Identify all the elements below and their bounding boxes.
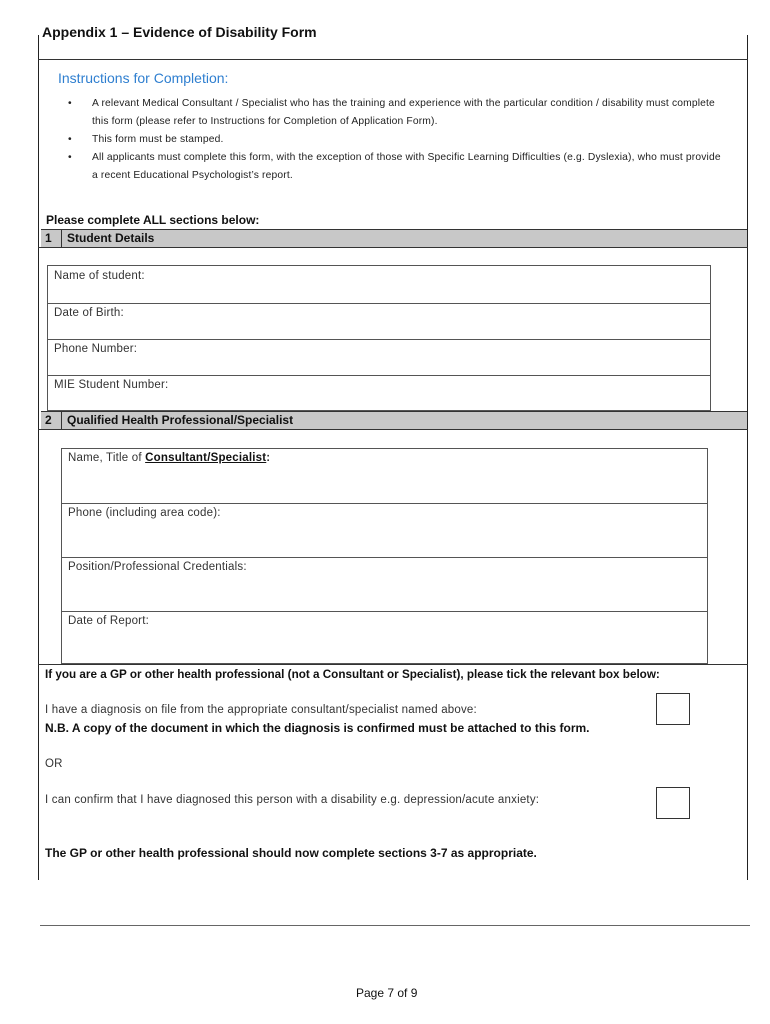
phone-number-field[interactable]: [48, 339, 710, 375]
student-name-field[interactable]: [48, 266, 710, 303]
header-rule: [38, 59, 748, 60]
field-label: Date of Report:: [68, 615, 149, 627]
section-divider: [61, 230, 62, 247]
date-of-report-field[interactable]: [62, 611, 707, 664]
section-2-header: [41, 411, 747, 430]
section-number: 1: [45, 231, 52, 245]
bullet-icon: •: [68, 152, 72, 163]
field-label: Phone (including area code):: [68, 507, 221, 519]
or-separator: OR: [45, 758, 63, 770]
section-1-header: [41, 229, 747, 248]
gp-section-rule: [38, 664, 748, 665]
complete-all-instruction: Please complete ALL sections below:: [46, 213, 260, 227]
instruction-item: • This form must be stamped.: [68, 131, 728, 149]
field-label: Phone Number:: [54, 343, 138, 355]
field-label: MIE Student Number:: [54, 379, 169, 391]
footer-rule: [40, 925, 750, 926]
frame-left-line-lower: [38, 60, 39, 880]
bullet-icon: •: [68, 134, 72, 145]
instruction-item: • All applicants must complete this form, with the exception of those with Specific Learning Difficulties (e.g. Dyslexia), who must provide a recent Educational Psychologist’s report.: [68, 149, 728, 185]
section-1-rule: [38, 247, 748, 248]
section-title: Qualified Health Professional/Specialist: [67, 413, 294, 427]
field-label: Date of Birth:: [54, 307, 124, 319]
bullet-icon: •: [68, 98, 72, 109]
page-number: Page 7 of 9: [356, 986, 418, 1000]
field-label: Name of student:: [54, 270, 145, 282]
frame-right-line: [747, 35, 748, 880]
option-2-checkbox[interactable]: [656, 787, 690, 819]
mie-student-number-field[interactable]: [48, 375, 710, 411]
gp-option-2-text: I can confirm that I have diagnosed this person with a disability e.g. depression/acute anxiety:: [45, 794, 540, 806]
section-divider: [61, 412, 62, 429]
page-title: Appendix 1 – Evidence of Disability Form: [42, 24, 317, 40]
consultant-specialist-underlined: Consultant/Specialist: [145, 452, 267, 464]
phone-area-code-field[interactable]: [62, 503, 707, 557]
date-of-birth-field[interactable]: [48, 303, 710, 339]
consultant-name-field[interactable]: [62, 449, 707, 503]
field-label: Position/Professional Credentials:: [68, 561, 247, 573]
instruction-item: • A relevant Medical Consultant / Specialist who has the training and experience with the particular condition / disability must complete this form (please refer to Instructions for Completion of Application Form).: [68, 95, 728, 131]
field-label: Name, Title of Consultant/Specialist:: [68, 452, 271, 464]
gp-option-1-note: N.B. A copy of the document in which the diagnosis is confirmed must be attached to this form.: [45, 721, 590, 735]
health-professional-box: [61, 448, 708, 664]
gp-heading: If you are a GP or other health professional (not a Consultant or Specialist), please tick the relevant box below:: [45, 668, 660, 681]
student-details-box: [47, 265, 711, 411]
section-title: Student Details: [67, 231, 155, 245]
section-2-rule: [38, 429, 748, 430]
instructions-list: [68, 95, 728, 185]
gp-option-1-text: I have a diagnosis on file from the appropriate consultant/specialist named above:: [45, 704, 477, 716]
credentials-field[interactable]: [62, 557, 707, 611]
gp-footer-note: The GP or other health professional should now complete sections 3-7 as appropriate.: [45, 846, 537, 860]
option-1-checkbox[interactable]: [656, 693, 690, 725]
section-number: 2: [45, 413, 52, 427]
instructions-heading: Instructions for Completion:: [58, 70, 229, 86]
